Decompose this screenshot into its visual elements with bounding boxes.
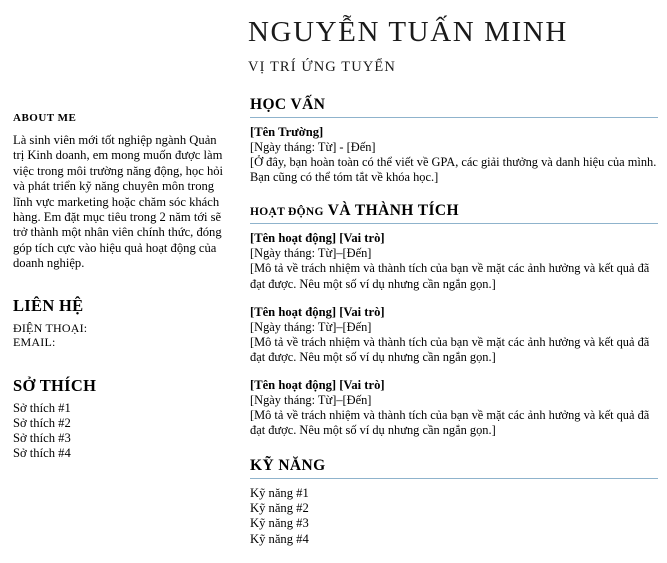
activity-date-range: [Ngày tháng: Từ]–[Đến]: [250, 246, 372, 261]
education-school-name: [Tên Trường]: [250, 125, 324, 139]
activities-section: [250, 202, 658, 438]
skills-heading: KỸ NĂNG: [250, 456, 326, 474]
job-position-title: VỊ TRÍ ỨNG TUYỂN: [248, 59, 396, 76]
activity-entry: [250, 378, 658, 438]
list-item: Sở thích #4: [13, 446, 71, 461]
activity-title: [Tên hoạt động] [Vai trò]: [250, 378, 385, 393]
activity-description: [Mô tả về trách nhiệm và thành tích của bạn về mặt các ảnh hưởng và kết quả đã đạt được. Nêu một số ví dụ nhưng cần ngắn gọn.]: [250, 408, 650, 438]
hobbies-heading: SỞ THÍCH: [13, 375, 97, 395]
skills-section: [250, 457, 658, 548]
section-divider: [250, 223, 658, 224]
activity-description: [Mô tả về trách nhiệm và thành tích của bạn về mặt các ảnh hưởng và kết quả đã đạt được. Nêu một số ví dụ nhưng cần ngắn gọn.]: [250, 334, 650, 365]
activities-heading: [250, 202, 658, 220]
list-item: Kỹ năng #4: [250, 531, 309, 546]
education-heading: HỌC VẤN: [250, 96, 326, 113]
education-section: [250, 96, 658, 185]
activity-title: [Tên hoạt động] [Vai trò]: [250, 231, 385, 246]
activity-date-range: [Ngày tháng: Từ]–[Đến]: [250, 393, 372, 408]
list-item: Sở thích #3: [13, 431, 71, 446]
activity-date-range: [Ngày tháng: Từ]–[Đến]: [250, 319, 372, 334]
list-item: Sở thích #1: [13, 400, 71, 415]
list-item: Sở thích #2: [13, 415, 71, 430]
education-entry: [250, 125, 658, 185]
contact-heading: LIÊN HỆ: [13, 295, 84, 315]
activities-heading-prefix: HOẠT ĐỘNG: [250, 206, 324, 219]
activity-entry: [250, 305, 658, 365]
contact-email-label: EMAIL:: [13, 335, 56, 350]
section-divider: [250, 117, 658, 118]
hobbies-section: [13, 376, 227, 462]
about-me-section: [13, 112, 227, 272]
list-item: Kỹ năng #3: [250, 516, 309, 531]
list-item: Kỹ năng #1: [250, 485, 309, 500]
activity-entry: [250, 231, 658, 291]
resume-header: [248, 16, 658, 76]
activities-heading-main: VÀ THÀNH TÍCH: [327, 202, 459, 220]
sidebar-column: [13, 112, 227, 461]
about-me-heading: ABOUT ME: [13, 112, 77, 124]
education-description: [Ở đây, bạn hoàn toàn có thể viết về GPA, các giải thưởng và danh hiệu của mình. Bạn cũng có thể tóm tắt về khóa học.]: [250, 155, 657, 185]
candidate-name: NGUYỄN TUẤN MINH: [248, 16, 568, 48]
contact-section: [13, 296, 227, 350]
activity-title: [Tên hoạt động] [Vai trò]: [250, 304, 385, 319]
about-me-text: Là sinh viên mới tốt nghiệp ngành Quản trị Kinh doanh, em mong muốn được làm việc trong môi trường năng động, học hỏi và phát triển kỹ năng chuyên môn trong lĩnh vực marketing hoặc chăm sóc khách hàng. Em đặt mục tiêu trong 2 năm tới sẽ trở thành một nhân viên chính thức, đóng góp tích cực vào hiệu quả hoạt động của doanh nghiệp.: [13, 133, 224, 271]
section-divider: [250, 478, 658, 479]
list-item: Kỹ năng #2: [250, 501, 309, 516]
education-date-range: [Ngày tháng: Từ] - [Đến]: [250, 140, 376, 154]
main-column: [250, 96, 658, 547]
activity-description: [Mô tả về trách nhiệm và thành tích của bạn về mặt các ảnh hưởng và kết quả đã đạt được. Nêu một số ví dụ nhưng cần ngắn gọn.]: [250, 261, 650, 291]
contact-phone-label: ĐIỆN THOẠI:: [13, 320, 88, 335]
